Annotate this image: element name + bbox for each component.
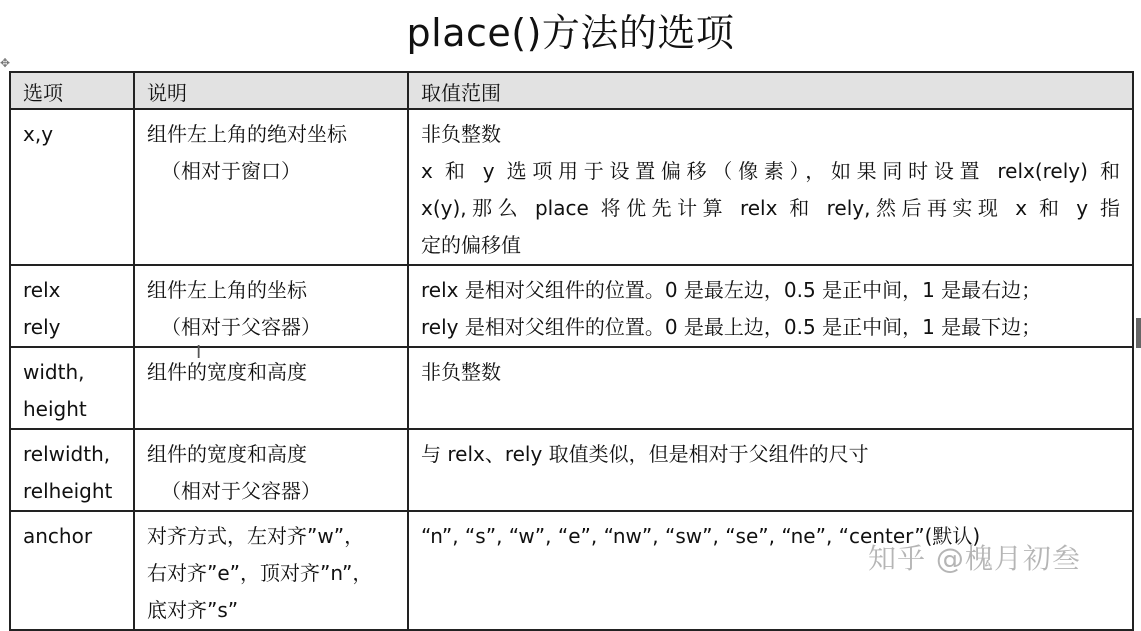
range-line: x(y),那么 place 将优先计算 relx 和 rely,然后再实现 x 和 y 指 <box>421 196 1120 220</box>
option-name: relwidth, <box>23 442 111 466</box>
description-line: 组件的宽度和高度 <box>147 442 307 466</box>
option-cell <box>10 347 134 429</box>
option-cell <box>10 265 134 347</box>
text-cursor-icon: I <box>196 342 202 363</box>
range-line: 定的偏移值 <box>421 233 521 257</box>
range-cell <box>408 347 1133 429</box>
resize-handle-icon[interactable] <box>1136 318 1141 348</box>
range-line: “n”, “s”, “w”, “e”, “nw”, “sw”, “se”, “ne”, “center”(默认) <box>421 524 981 548</box>
range-line: 非负整数 <box>421 122 501 146</box>
range-line: relx 是相对父组件的位置。0 是最左边，0.5 是正中间，1 是最右边； <box>421 278 1042 302</box>
header-option: 选项 <box>10 72 134 109</box>
description-line: 底对齐”s” <box>147 598 239 622</box>
description-line: （相对于父容器） <box>161 315 321 339</box>
description-cell <box>134 347 408 429</box>
description-line: 组件左上角的坐标 <box>147 278 307 302</box>
option-name: relx <box>23 278 61 302</box>
description-cell <box>134 265 408 347</box>
watermark: 知乎 @槐月初叁 <box>868 542 1081 575</box>
option-name: rely <box>23 315 61 339</box>
description-line: （相对于父容器） <box>161 479 321 503</box>
range-line: rely 是相对父组件的位置。0 是最上边，0.5 是正中间，1 是最下边； <box>421 315 1042 339</box>
table-row <box>10 265 1133 347</box>
move-handle-icon[interactable]: ✥ <box>0 56 11 70</box>
description-line: 组件的宽度和高度 <box>147 360 307 384</box>
option-name: anchor <box>23 524 93 548</box>
table-row <box>10 429 1133 511</box>
range-cell <box>408 109 1133 265</box>
option-name: relheight <box>23 479 113 503</box>
range-line: 与 relx、rely 取值类似，但是相对于父组件的尺寸 <box>421 442 869 466</box>
range-line: x 和 y 选项用于设置偏移（像素），如果同时设置 relx(rely) 和 <box>421 159 1120 183</box>
option-cell <box>10 429 134 511</box>
option-cell <box>10 511 134 630</box>
description-cell <box>134 511 408 630</box>
description-cell <box>134 429 408 511</box>
page-title: place()方法的选项 <box>406 11 735 55</box>
option-name: width, <box>23 360 85 384</box>
description-line: 组件左上角的绝对坐标 <box>147 122 347 146</box>
range-cell <box>408 265 1133 347</box>
description-line: 对齐方式，左对齐”w”， <box>147 524 365 548</box>
option-cell <box>10 109 134 265</box>
table-row <box>10 109 1133 265</box>
option-name: x,y <box>23 122 54 146</box>
range-line: 非负整数 <box>421 360 501 384</box>
header-description: 说明 <box>134 72 408 109</box>
option-name: height <box>23 397 87 421</box>
description-cell <box>134 109 408 265</box>
header-range: 取值范围 <box>408 72 1133 109</box>
table-header-row <box>10 72 1133 109</box>
range-cell <box>408 429 1133 511</box>
description-line: （相对于窗口） <box>161 159 301 183</box>
table-row <box>10 347 1133 429</box>
description-line: 右对齐”e”，顶对齐”n”， <box>147 561 373 585</box>
